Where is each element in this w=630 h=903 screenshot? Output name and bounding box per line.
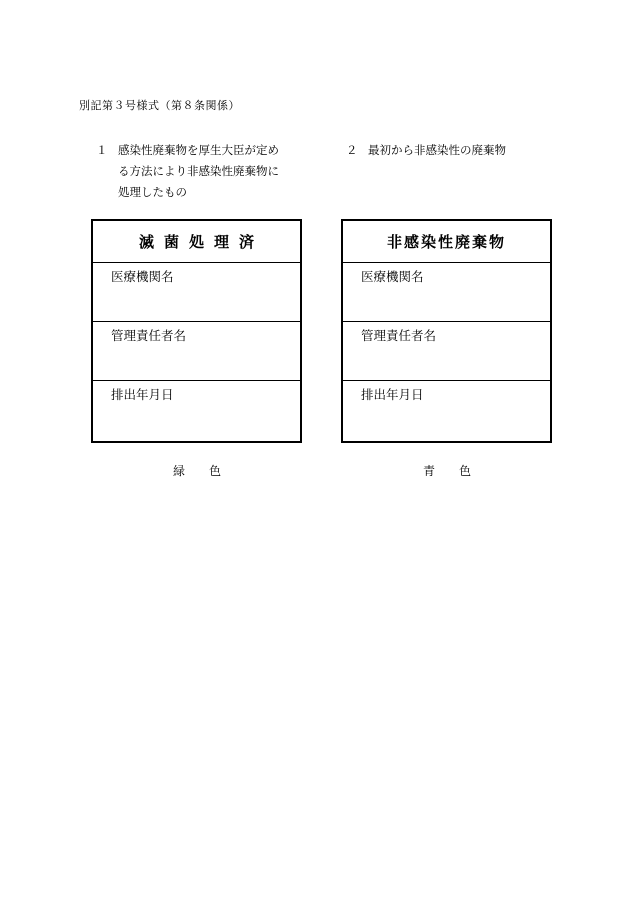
label-title: 滅菌処理済 bbox=[93, 221, 300, 263]
item-line: 処理したもの bbox=[118, 185, 187, 199]
item-line: る方法により非感染性廃棄物に bbox=[118, 164, 279, 178]
item-number: ２ bbox=[346, 143, 358, 157]
item-line: 最初から非感染性の廃棄物 bbox=[368, 143, 506, 157]
label-field-manager: 管理責任者名 bbox=[343, 322, 550, 381]
label-field-manager: 管理責任者名 bbox=[93, 322, 300, 381]
label-title: 非感染性廃棄物 bbox=[343, 221, 550, 263]
page-heading: 別記第３号様式（第８条関係） bbox=[79, 99, 240, 112]
label-field-date: 排出年月日 bbox=[361, 387, 424, 402]
non-infectious-label-box bbox=[341, 219, 552, 443]
label-field-institution: 医療機関名 bbox=[93, 263, 300, 322]
item-sterilized-description bbox=[96, 140, 279, 203]
item-non-infectious-description bbox=[346, 140, 506, 161]
color-caption-green: 緑色 bbox=[173, 464, 246, 478]
item-line: 感染性廃棄物を厚生大臣が定め bbox=[118, 143, 279, 157]
label-field-date: 排出年月日 bbox=[111, 387, 174, 402]
label-field-institution: 医療機関名 bbox=[343, 263, 550, 322]
item-number: １ bbox=[96, 143, 108, 157]
sterilized-label-box bbox=[91, 219, 302, 443]
color-caption-blue: 青色 bbox=[423, 464, 496, 478]
